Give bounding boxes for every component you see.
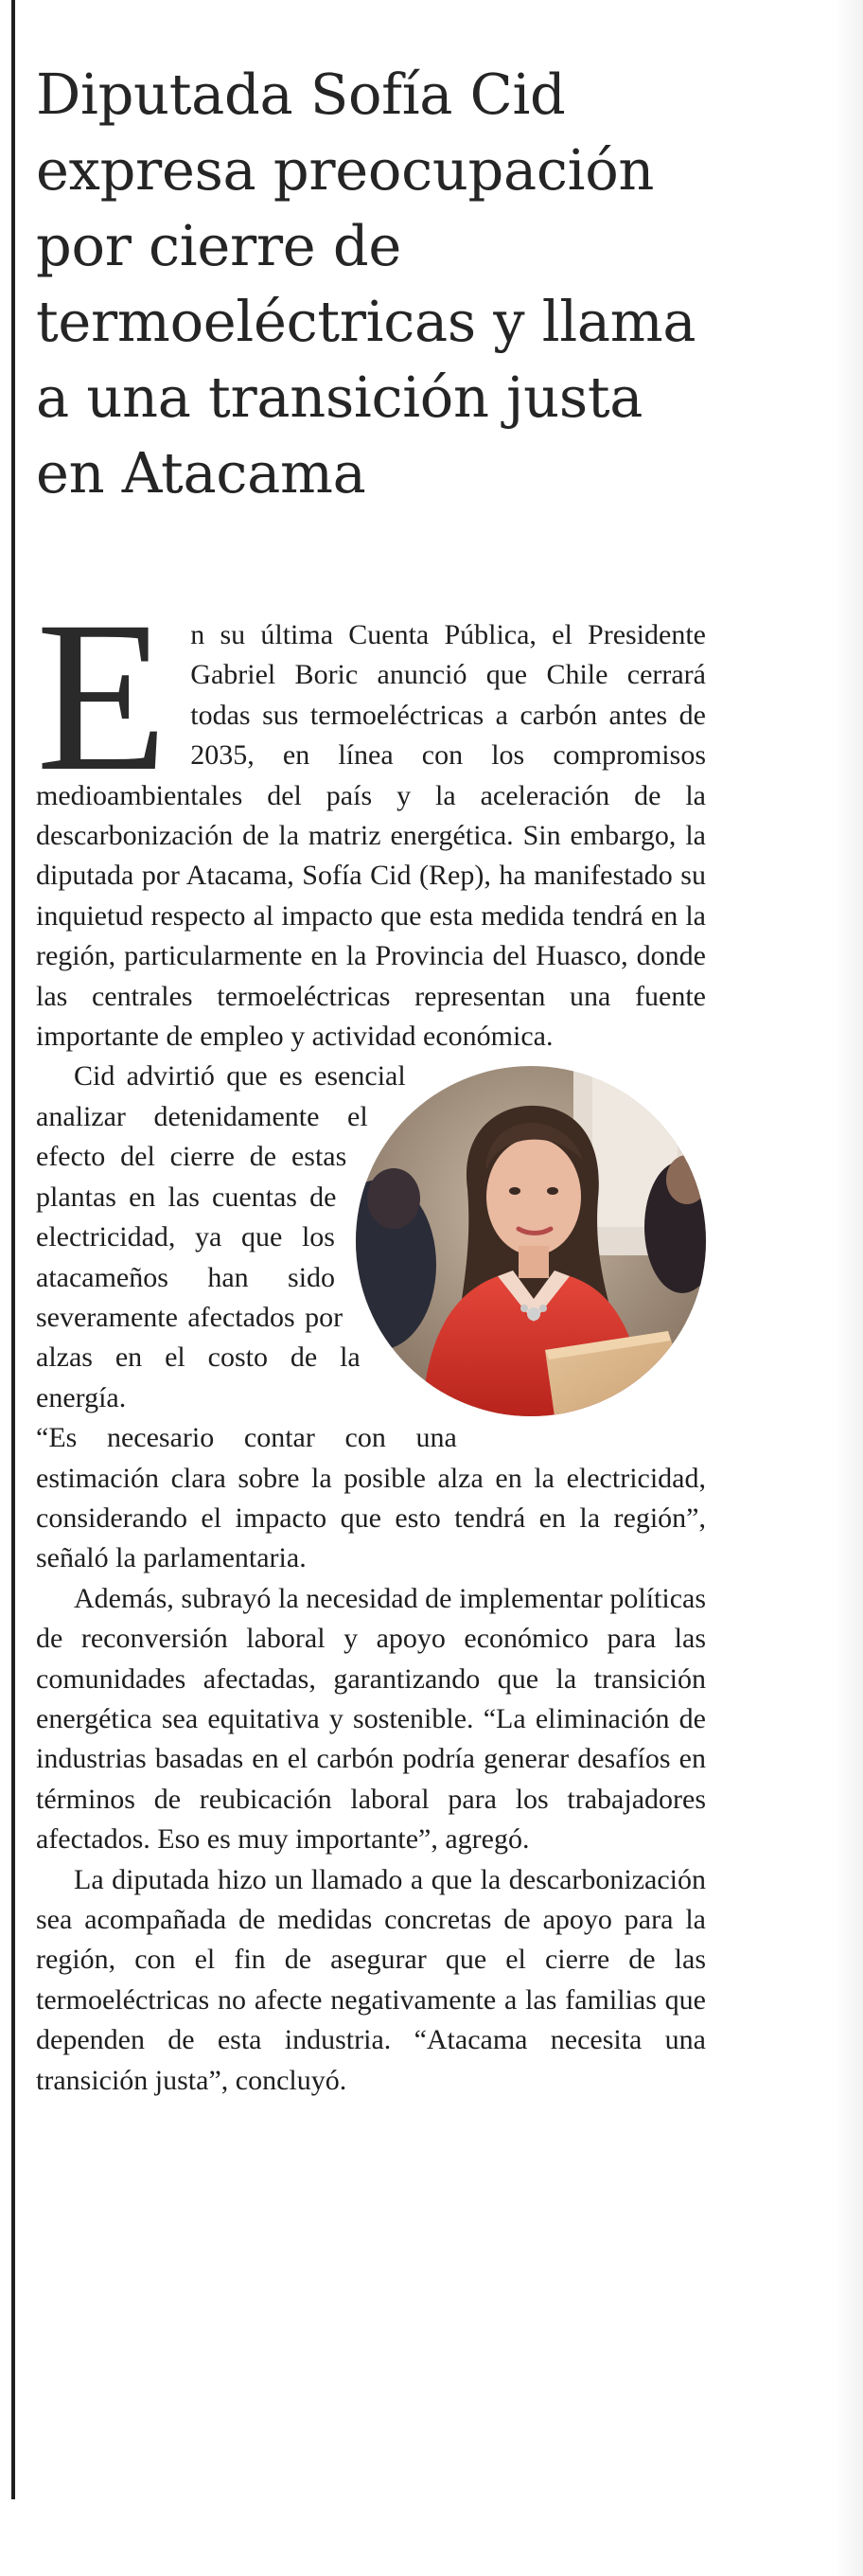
column-rule [11,0,15,2499]
article-body [36,577,706,2101]
paragraph-1: n su última Cuenta Pública, el Presidente Gabriel Boric anunció que Chile cerrará todas sus termoeléctricas a carbón antes de 2035, en línea con los compromisos medioambientales del país y la aceleración de la descarbonización de la matriz energética. Sin embargo, la diputada por Atacama, Sofía Cid (Rep), ha manifestado su inquietud respecto al impacto que esta medida tendrá en la región, particularmente en la Provincia del Huasco, donde las centrales termoeléctricas representan una fuente importante de empleo y actividad económica. [36,619,706,1053]
paragraph-4: Además, subrayó la necesidad de implementar políticas de reconversión laboral y apoyo económico para las comunidades afectadas, garantizando que la transición energética sea equitativa y sostenible. “La eliminación de industrias basadas en el carbón podría generar desafíos en términos de reubicación laboral para los trabajadores afectados. Eso es muy importante”, agregó. [36,1582,706,1856]
page-edge-shadow [835,0,863,2576]
photo-sofia-cid [356,1066,706,1416]
drop-cap: E [36,577,168,816]
paragraph-3: “Es necesario contar con una estimación clara sobre la posible alza en la electricidad, considerando el impacto que esto tendrá en la región”, señaló la parlamentaria. [36,1422,706,1574]
paragraph-5: La diputada hizo un llamado a que la descarbonización sea acompañada de medidas concretas de apoyo para la región, con el fin de asegurar que el cierre de las termoeléctricas no afecte negativamente a las familias que dependen de esta industria. “Atacama necesita una transición justa”, concluyó. [36,1863,706,2096]
headline: Diputada Sofía Cid expresa preocupación por cierre de termoeléctricas y llama a una transición justa en Atacama [36,62,696,506]
paragraph-2: Cid advirtió que es esencial analizar detenidamente el efecto del cierre de estas plantas en las cuentas de electricidad, ya que los atacameños han sido severamente afectados por alzas en el costo de la energía. [36,1060,406,1413]
